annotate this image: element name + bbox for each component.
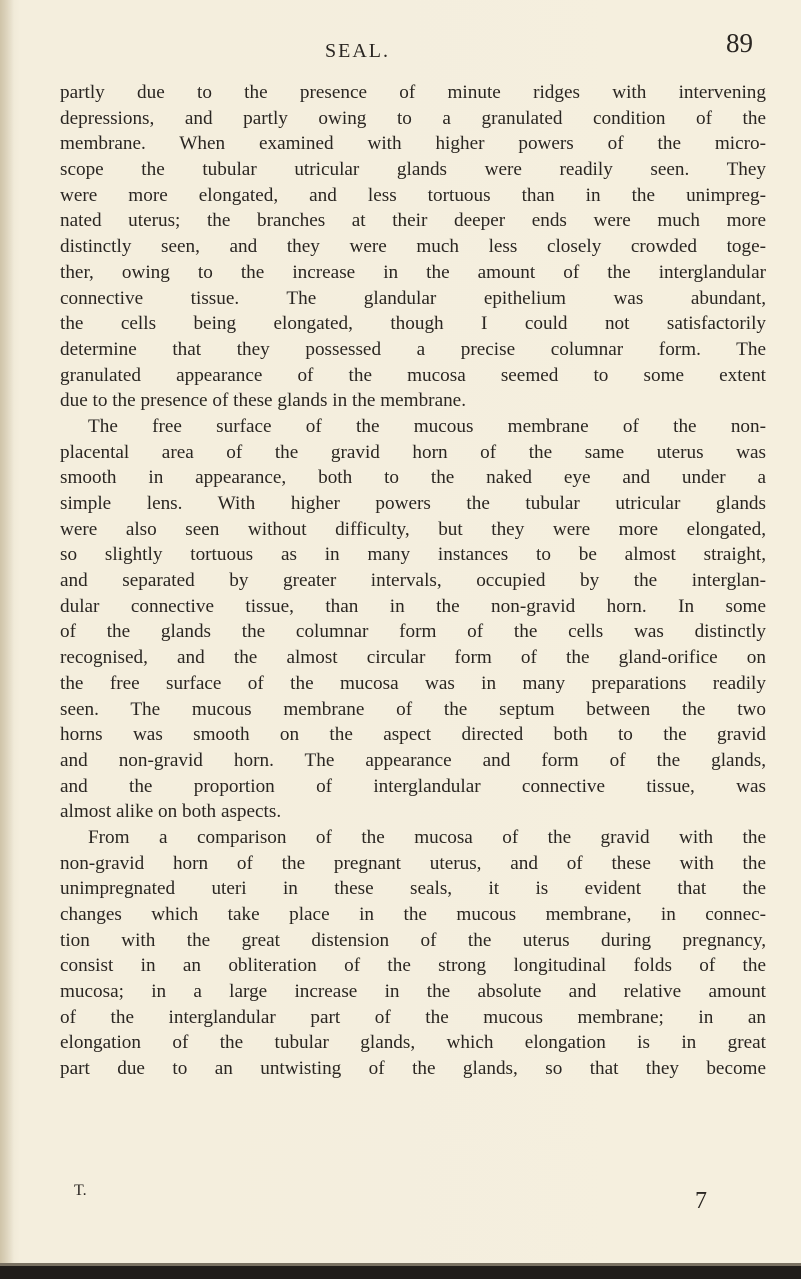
text-line: horns was smooth on the aspect directed both to the gravid — [60, 724, 766, 746]
text-line: non-gravid horn of the pregnant uterus, and of these with the — [60, 852, 766, 874]
text-line: granulated appearance of the mucosa seemed to some extent — [60, 364, 766, 386]
text-line: consist in an obliteration of the strong longitudinal folds of the — [60, 955, 766, 977]
text-line: placental area of the gravid horn of the same uterus was — [60, 441, 766, 463]
text-line: membrane. When examined with higher powers of the micro- — [60, 133, 766, 155]
text-line: and the proportion of interglandular connective tissue, was — [60, 775, 766, 797]
body-text — [60, 80, 766, 1082]
text-line: ther, owing to the increase in the amount of the interglandular — [60, 261, 766, 283]
signature-number: 7 — [695, 1188, 707, 1214]
text-line: and non-gravid horn. The appearance and form of the glands, — [60, 749, 766, 771]
page-footer — [0, 1182, 801, 1222]
text-line: changes which take place in the mucous membrane, in connec- — [60, 904, 766, 925]
text-line: almost alike on both aspects. — [60, 801, 282, 823]
text-line: tion with the great distension of the uterus during pregnancy, — [60, 929, 766, 951]
text-line: From a comparison of the mucosa of the gravid with the — [88, 826, 766, 848]
text-line: so slightly tortuous as in many instances to be almost straight, — [60, 544, 766, 566]
text-line: determine that they possessed a precise columnar form. The — [60, 338, 766, 360]
text-line: partly due to the presence of minute ridges with intervening — [60, 82, 766, 103]
page-header — [0, 28, 801, 68]
text-line: mucosa; in a large increase in the absolute and relative amount — [60, 981, 766, 1003]
text-line: the cells being elongated, though I could not satisfactorily — [60, 313, 766, 335]
text-line: of the interglandular part of the mucous membrane; in an — [60, 1006, 766, 1028]
running-head: SEAL. — [325, 40, 390, 62]
signature-mark: T. — [74, 1182, 87, 1199]
text-line: recognised, and the almost circular form of the gland-orifice on — [60, 647, 766, 669]
text-line: were also seen without difficulty, but they were more elongated, — [60, 518, 766, 540]
text-line: scope the tubular utricular glands were readily seen. They — [60, 159, 766, 181]
text-line: The free surface of the mucous membrane of the non- — [88, 415, 766, 437]
text-line: of the glands the columnar form of the cells was distinctly — [60, 621, 766, 643]
text-line: unimpregnated uteri in these seals, it is evident that the — [60, 878, 766, 900]
text-line: were more elongated, and less tortuous than in the unimpreg- — [60, 184, 766, 206]
page-bottom-edge — [0, 1266, 801, 1279]
page-number: 89 — [726, 28, 753, 58]
text-line: and separated by greater intervals, occupied by the interglan- — [60, 570, 766, 592]
text-line: due to the presence of these glands in the membrane. — [60, 390, 466, 412]
text-line: simple lens. With higher powers the tubular utricular glands — [60, 493, 766, 514]
text-line: dular connective tissue, than in the non-gravid horn. In some — [60, 595, 766, 617]
text-line: depressions, and partly owing to a granulated condition of the — [60, 107, 766, 129]
text-line: smooth in appearance, both to the naked eye and under a — [60, 467, 766, 489]
text-line: part due to an untwisting of the glands, so that they become — [60, 1058, 766, 1080]
text-line: distinctly seen, and they were much less closely crowded toge- — [60, 236, 766, 258]
gutter-shadow — [0, 0, 14, 1279]
text-line: nated uterus; the branches at their deeper ends were much more — [60, 210, 766, 232]
text-line: connective tissue. The glandular epithelium was abundant, — [60, 287, 766, 309]
text-line: elongation of the tubular glands, which elongation is in great — [60, 1032, 766, 1054]
text-line: the free surface of the mucosa was in many preparations readily — [60, 672, 766, 694]
text-line: seen. The mucous membrane of the septum between the two — [60, 698, 766, 720]
